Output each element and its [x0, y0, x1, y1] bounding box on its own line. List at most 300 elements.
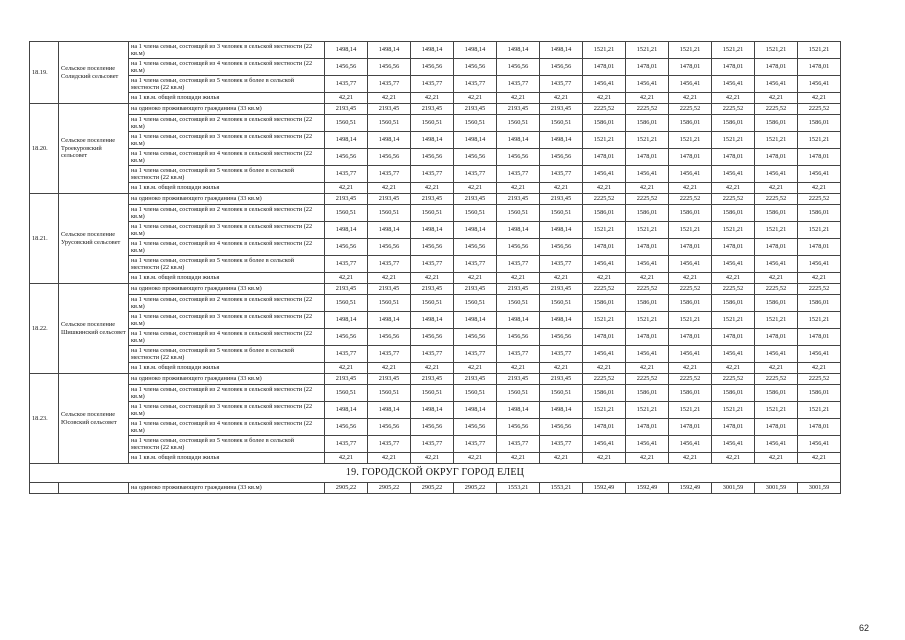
- tariff-table: [29, 41, 841, 494]
- value-cell: 42,21: [669, 363, 712, 374]
- value-cell: 42,21: [712, 183, 755, 194]
- value-cell: 1498,14: [497, 402, 540, 419]
- value-cell: 1521,21: [669, 402, 712, 419]
- row-description: на одиноко проживающего гражданина (33 кв.м): [129, 284, 325, 295]
- value-cell: 42,21: [411, 453, 454, 464]
- value-cell: 1498,14: [540, 222, 583, 239]
- value-cell: 2193,45: [497, 374, 540, 385]
- value-cell: 42,21: [325, 183, 368, 194]
- row-description: на 1 члена семьи, состоящей из 5 человек и более в сельской местности (22 кв.м): [129, 166, 325, 183]
- value-cell: 2225,52: [798, 104, 841, 115]
- value-cell: 2905,22: [368, 483, 411, 494]
- value-cell: 1456,41: [669, 256, 712, 273]
- settlement-name: Сельское поселение Урусовский сельсовет: [59, 194, 129, 284]
- value-cell: 42,21: [669, 183, 712, 194]
- value-cell: 1456,41: [755, 256, 798, 273]
- value-cell: 42,21: [368, 93, 411, 104]
- value-cell: 2193,45: [325, 374, 368, 385]
- value-cell: 2193,45: [325, 104, 368, 115]
- value-cell: 1478,01: [669, 419, 712, 436]
- table-row: [30, 256, 841, 273]
- group-number: 18.22.: [30, 284, 59, 374]
- value-cell: 1521,21: [669, 42, 712, 59]
- value-cell: 1456,56: [368, 419, 411, 436]
- value-cell: 2193,45: [540, 194, 583, 205]
- value-cell: 2193,45: [454, 104, 497, 115]
- value-cell: 1435,77: [454, 166, 497, 183]
- value-cell: 1560,51: [411, 205, 454, 222]
- value-cell: 1456,56: [368, 329, 411, 346]
- value-cell: 1435,77: [325, 76, 368, 93]
- value-cell: 1478,01: [583, 149, 626, 166]
- value-cell: 1560,51: [411, 115, 454, 132]
- table-row: [30, 104, 841, 115]
- value-cell: 1435,77: [325, 256, 368, 273]
- value-cell: 2193,45: [454, 284, 497, 295]
- value-cell: 42,21: [798, 273, 841, 284]
- row-description: на 1 члена семьи, состоящей из 3 человек в сельской местности (22 кв.м): [129, 402, 325, 419]
- value-cell: 2905,22: [454, 483, 497, 494]
- value-cell: 2225,52: [583, 104, 626, 115]
- value-cell: 2225,52: [669, 194, 712, 205]
- row-description: на одиноко проживающего гражданина (33 кв.м): [129, 104, 325, 115]
- row-description: на 1 члена семьи, состоящей из 3 человек в сельской местности (22 кв.м): [129, 222, 325, 239]
- value-cell: 1456,56: [540, 239, 583, 256]
- value-cell: 1521,21: [798, 42, 841, 59]
- value-cell: 42,21: [454, 453, 497, 464]
- value-cell: 1456,56: [325, 329, 368, 346]
- value-cell: 2193,45: [411, 194, 454, 205]
- value-cell: 1435,77: [540, 346, 583, 363]
- value-cell: 1521,21: [798, 312, 841, 329]
- value-cell: 42,21: [626, 93, 669, 104]
- value-cell: 1521,21: [755, 222, 798, 239]
- value-cell: 1435,77: [411, 346, 454, 363]
- settlement-name: Сельское поселение Юсовский сельсовет: [59, 374, 129, 464]
- value-cell: 1560,51: [368, 385, 411, 402]
- row-description: на 1 члена семьи, состоящей из 4 человек в сельской местности (22 кв.м): [129, 329, 325, 346]
- value-cell: 42,21: [755, 273, 798, 284]
- value-cell: 42,21: [454, 273, 497, 284]
- value-cell: 1592,49: [583, 483, 626, 494]
- value-cell: 1498,14: [454, 42, 497, 59]
- row-description: на 1 кв.м. общей площади жилья: [129, 93, 325, 104]
- value-cell: 42,21: [411, 273, 454, 284]
- value-cell: 2225,52: [798, 194, 841, 205]
- value-cell: 1456,41: [798, 76, 841, 93]
- value-cell: 1521,21: [669, 312, 712, 329]
- value-cell: 42,21: [798, 453, 841, 464]
- table-row: [30, 483, 841, 494]
- settlement-name: Сельское поселение Троекуровский сельсовет: [59, 104, 129, 194]
- value-cell: 1456,56: [454, 59, 497, 76]
- value-cell: 1478,01: [755, 329, 798, 346]
- row-description: на 1 члена семьи, состоящей из 3 человек в сельской местности (22 кв.м): [129, 312, 325, 329]
- value-cell: 1560,51: [325, 385, 368, 402]
- value-cell: 1456,56: [454, 329, 497, 346]
- value-cell: 1478,01: [669, 329, 712, 346]
- group-number: 18.23.: [30, 374, 59, 464]
- value-cell: 1498,14: [454, 312, 497, 329]
- value-cell: 1478,01: [583, 59, 626, 76]
- value-cell: 1521,21: [712, 42, 755, 59]
- value-cell: 42,21: [798, 183, 841, 194]
- value-cell: 3001,59: [712, 483, 755, 494]
- value-cell: 2193,45: [368, 284, 411, 295]
- value-cell: 1521,21: [712, 312, 755, 329]
- value-cell: 1435,77: [454, 76, 497, 93]
- value-cell: 1435,77: [368, 346, 411, 363]
- value-cell: 1435,77: [411, 256, 454, 273]
- value-cell: 1456,41: [755, 166, 798, 183]
- value-cell: 2193,45: [411, 374, 454, 385]
- value-cell: 1435,77: [325, 166, 368, 183]
- value-cell: 1456,56: [368, 239, 411, 256]
- value-cell: 1456,56: [540, 329, 583, 346]
- value-cell: 1521,21: [798, 402, 841, 419]
- row-description: на 1 члена семьи, состоящей из 3 человек в сельской местности (22 кв.м): [129, 132, 325, 149]
- row-description: на 1 члена семьи, состоящей из 5 человек и более в сельской местности (22 кв.м): [129, 76, 325, 93]
- value-cell: 1456,41: [583, 436, 626, 453]
- value-cell: 1586,01: [712, 295, 755, 312]
- row-description: на 1 члена семьи, состоящей из 4 человек в сельской местности (22 кв.м): [129, 59, 325, 76]
- value-cell: 1456,56: [325, 59, 368, 76]
- value-cell: 1456,41: [712, 346, 755, 363]
- table-row: [30, 239, 841, 256]
- table-row: [30, 419, 841, 436]
- value-cell: 1456,56: [411, 59, 454, 76]
- value-cell: 1586,01: [712, 115, 755, 132]
- value-cell: 1498,14: [454, 132, 497, 149]
- value-cell: 1478,01: [712, 59, 755, 76]
- value-cell: 2225,52: [712, 374, 755, 385]
- value-cell: 1456,56: [454, 239, 497, 256]
- value-cell: 1478,01: [626, 149, 669, 166]
- value-cell: 1435,77: [368, 436, 411, 453]
- value-cell: 42,21: [497, 453, 540, 464]
- table-row: [30, 312, 841, 329]
- value-cell: 2193,45: [325, 194, 368, 205]
- value-cell: 1560,51: [540, 115, 583, 132]
- value-cell: 1521,21: [626, 132, 669, 149]
- value-cell: 1521,21: [798, 222, 841, 239]
- value-cell: 1560,51: [497, 115, 540, 132]
- row-description: на 1 кв.м. общей площади жилья: [129, 363, 325, 374]
- value-cell: 42,21: [540, 93, 583, 104]
- value-cell: 42,21: [669, 453, 712, 464]
- value-cell: 1586,01: [583, 205, 626, 222]
- value-cell: 1498,14: [368, 402, 411, 419]
- value-cell: 42,21: [497, 363, 540, 374]
- value-cell: 1592,49: [669, 483, 712, 494]
- value-cell: 2193,45: [497, 284, 540, 295]
- value-cell: 1498,14: [497, 132, 540, 149]
- value-cell: 1560,51: [497, 205, 540, 222]
- value-cell: 1521,21: [755, 42, 798, 59]
- value-cell: 1560,51: [454, 115, 497, 132]
- value-cell: 1435,77: [497, 76, 540, 93]
- value-cell: 2193,45: [497, 194, 540, 205]
- row-description: на одиноко проживающего гражданина (33 кв.м): [129, 194, 325, 205]
- value-cell: 1456,56: [497, 59, 540, 76]
- value-cell: 2225,52: [755, 194, 798, 205]
- value-cell: 1521,21: [755, 402, 798, 419]
- row-description: на 1 члена семьи, состоящей из 4 человек в сельской местности (22 кв.м): [129, 149, 325, 166]
- value-cell: 42,21: [583, 453, 626, 464]
- value-cell: 1586,01: [669, 205, 712, 222]
- value-cell: 42,21: [325, 363, 368, 374]
- value-cell: 42,21: [540, 273, 583, 284]
- section-title: 19. ГОРОДСКОЙ ОКРУГ ГОРОД ЕЛЕЦ: [30, 464, 841, 483]
- table-row: [30, 363, 841, 374]
- value-cell: 1586,01: [583, 385, 626, 402]
- value-cell: 1498,14: [540, 42, 583, 59]
- value-cell: 1560,51: [497, 385, 540, 402]
- value-cell: 1478,01: [712, 239, 755, 256]
- value-cell: 1435,77: [368, 256, 411, 273]
- value-cell: 1456,41: [755, 436, 798, 453]
- value-cell: 42,21: [540, 363, 583, 374]
- value-cell: 2905,22: [411, 483, 454, 494]
- value-cell: 1586,01: [669, 385, 712, 402]
- value-cell: 1478,01: [798, 239, 841, 256]
- value-cell: 1478,01: [583, 329, 626, 346]
- value-cell: 1521,21: [583, 402, 626, 419]
- table-row: [30, 42, 841, 59]
- value-cell: 1456,56: [540, 59, 583, 76]
- value-cell: 2225,52: [626, 374, 669, 385]
- value-cell: 42,21: [712, 93, 755, 104]
- value-cell: 1456,41: [712, 436, 755, 453]
- value-cell: 42,21: [626, 183, 669, 194]
- value-cell: 2225,52: [669, 374, 712, 385]
- value-cell: 2193,45: [540, 284, 583, 295]
- row-description: на 1 члена семьи, состоящей из 2 человек в сельской местности (22 кв.м): [129, 385, 325, 402]
- row-description: на 1 члена семьи, состоящей из 5 человек и более в сельской местности (22 кв.м): [129, 346, 325, 363]
- value-cell: 1521,21: [755, 312, 798, 329]
- value-cell: 1456,41: [583, 76, 626, 93]
- row-description: на 1 члена семьи, состоящей из 2 человек в сельской местности (22 кв.м): [129, 295, 325, 312]
- table-row: [30, 132, 841, 149]
- value-cell: 1435,77: [497, 346, 540, 363]
- value-cell: 42,21: [755, 93, 798, 104]
- value-cell: 1586,01: [755, 115, 798, 132]
- value-cell: 1435,77: [325, 346, 368, 363]
- value-cell: 1586,01: [626, 205, 669, 222]
- value-cell: 1478,01: [626, 239, 669, 256]
- value-cell: 42,21: [583, 93, 626, 104]
- value-cell: 3001,59: [755, 483, 798, 494]
- table-row: [30, 295, 841, 312]
- value-cell: 1456,56: [325, 149, 368, 166]
- value-cell: 1498,14: [454, 222, 497, 239]
- value-cell: 42,21: [626, 273, 669, 284]
- value-cell: 1560,51: [454, 385, 497, 402]
- value-cell: 42,21: [712, 363, 755, 374]
- value-cell: 42,21: [626, 363, 669, 374]
- value-cell: 1435,77: [411, 436, 454, 453]
- value-cell: 2193,45: [368, 194, 411, 205]
- table-row: [30, 205, 841, 222]
- value-cell: 2225,52: [669, 284, 712, 295]
- value-cell: 1560,51: [368, 295, 411, 312]
- value-cell: 1553,21: [497, 483, 540, 494]
- table-row: [30, 149, 841, 166]
- value-cell: 1456,56: [325, 239, 368, 256]
- value-cell: 1456,56: [454, 149, 497, 166]
- value-cell: 1560,51: [540, 205, 583, 222]
- value-cell: 1456,41: [712, 256, 755, 273]
- value-cell: 1586,01: [626, 295, 669, 312]
- value-cell: 1521,21: [583, 42, 626, 59]
- value-cell: 42,21: [454, 93, 497, 104]
- value-cell: 2193,45: [368, 374, 411, 385]
- value-cell: 2225,52: [626, 284, 669, 295]
- value-cell: 1498,14: [325, 312, 368, 329]
- value-cell: 1456,56: [325, 419, 368, 436]
- value-cell: 2193,45: [540, 374, 583, 385]
- value-cell: 1498,14: [497, 42, 540, 59]
- table-row: [30, 59, 841, 76]
- value-cell: 2225,52: [755, 374, 798, 385]
- value-cell: 1498,14: [540, 312, 583, 329]
- value-cell: 1498,14: [411, 132, 454, 149]
- value-cell: 1456,56: [540, 419, 583, 436]
- value-cell: 2225,52: [712, 104, 755, 115]
- value-cell: 1521,21: [712, 132, 755, 149]
- value-cell: 1498,14: [368, 312, 411, 329]
- value-cell: 42,21: [325, 273, 368, 284]
- value-cell: 1586,01: [626, 385, 669, 402]
- value-cell: 42,21: [755, 453, 798, 464]
- value-cell: 42,21: [454, 363, 497, 374]
- value-cell: 1560,51: [325, 115, 368, 132]
- value-cell: 1586,01: [669, 115, 712, 132]
- value-cell: 1456,41: [798, 166, 841, 183]
- value-cell: 3001,59: [798, 483, 841, 494]
- value-cell: 2905,22: [325, 483, 368, 494]
- value-cell: 1478,01: [798, 149, 841, 166]
- value-cell: 42,21: [712, 273, 755, 284]
- value-cell: 2193,45: [454, 374, 497, 385]
- value-cell: 1560,51: [411, 385, 454, 402]
- value-cell: 1498,14: [368, 132, 411, 149]
- value-cell: 42,21: [669, 93, 712, 104]
- value-cell: 1560,51: [325, 295, 368, 312]
- value-cell: 1478,01: [583, 419, 626, 436]
- value-cell: 1478,01: [798, 329, 841, 346]
- value-cell: 1521,21: [798, 132, 841, 149]
- value-cell: 1521,21: [626, 312, 669, 329]
- value-cell: 1521,21: [626, 222, 669, 239]
- table-row: [30, 284, 841, 295]
- value-cell: 1435,77: [454, 346, 497, 363]
- value-cell: 1560,51: [540, 295, 583, 312]
- value-cell: 42,21: [368, 273, 411, 284]
- value-cell: 1456,41: [583, 256, 626, 273]
- value-cell: 42,21: [798, 93, 841, 104]
- value-cell: 1478,01: [669, 149, 712, 166]
- value-cell: 1478,01: [583, 239, 626, 256]
- value-cell: 1456,41: [626, 76, 669, 93]
- value-cell: 1521,21: [626, 42, 669, 59]
- value-cell: 1498,14: [368, 222, 411, 239]
- value-cell: 1478,01: [755, 419, 798, 436]
- value-cell: 1560,51: [325, 205, 368, 222]
- value-cell: 1435,77: [454, 436, 497, 453]
- group-number: 18.21.: [30, 194, 59, 284]
- group-number: 18.20.: [30, 104, 59, 194]
- value-cell: 42,21: [583, 363, 626, 374]
- value-cell: 1456,41: [583, 346, 626, 363]
- value-cell: 2225,52: [626, 194, 669, 205]
- value-cell: 1586,01: [755, 295, 798, 312]
- value-cell: 1560,51: [540, 385, 583, 402]
- value-cell: 1560,51: [454, 295, 497, 312]
- table-row: [30, 374, 841, 385]
- page-number: 62: [859, 623, 870, 633]
- value-cell: 1498,14: [325, 42, 368, 59]
- value-cell: 1435,77: [454, 256, 497, 273]
- value-cell: 1521,21: [712, 222, 755, 239]
- value-cell: 1456,41: [626, 256, 669, 273]
- value-cell: 1521,21: [626, 402, 669, 419]
- value-cell: 42,21: [798, 363, 841, 374]
- value-cell: 1586,01: [712, 385, 755, 402]
- value-cell: 1521,21: [583, 312, 626, 329]
- value-cell: 2193,45: [368, 104, 411, 115]
- value-cell: 42,21: [583, 183, 626, 194]
- value-cell: 1560,51: [368, 205, 411, 222]
- value-cell: 1498,14: [540, 132, 583, 149]
- value-cell: 1435,77: [368, 166, 411, 183]
- value-cell: 42,21: [497, 183, 540, 194]
- table-row: [30, 194, 841, 205]
- table-row: [30, 453, 841, 464]
- value-cell: 42,21: [325, 453, 368, 464]
- value-cell: 1478,01: [626, 419, 669, 436]
- value-cell: 42,21: [454, 183, 497, 194]
- table-row: [30, 115, 841, 132]
- value-cell: 42,21: [325, 93, 368, 104]
- table-row: [30, 273, 841, 284]
- value-cell: 1478,01: [712, 329, 755, 346]
- value-cell: 1456,41: [626, 346, 669, 363]
- value-cell: 1456,41: [755, 76, 798, 93]
- table-row: [30, 346, 841, 363]
- value-cell: 1456,41: [626, 436, 669, 453]
- value-cell: 1456,41: [669, 76, 712, 93]
- value-cell: 1521,21: [669, 132, 712, 149]
- table-row: [30, 166, 841, 183]
- group-number: 18.19.: [30, 42, 59, 104]
- value-cell: 42,21: [497, 273, 540, 284]
- value-cell: 42,21: [712, 453, 755, 464]
- value-cell: 1456,41: [669, 436, 712, 453]
- settlement-name: Сельское поселение Шишкинский сельсовет: [59, 284, 129, 374]
- value-cell: 1498,14: [497, 222, 540, 239]
- value-cell: 1498,14: [368, 42, 411, 59]
- value-cell: 1498,14: [325, 132, 368, 149]
- value-cell: 1435,77: [497, 436, 540, 453]
- value-cell: 1456,41: [798, 256, 841, 273]
- value-cell: 1456,41: [712, 76, 755, 93]
- value-cell: 1456,41: [798, 436, 841, 453]
- value-cell: 2225,52: [583, 284, 626, 295]
- value-cell: 1478,01: [669, 239, 712, 256]
- value-cell: 1456,41: [669, 346, 712, 363]
- value-cell: 1456,56: [368, 149, 411, 166]
